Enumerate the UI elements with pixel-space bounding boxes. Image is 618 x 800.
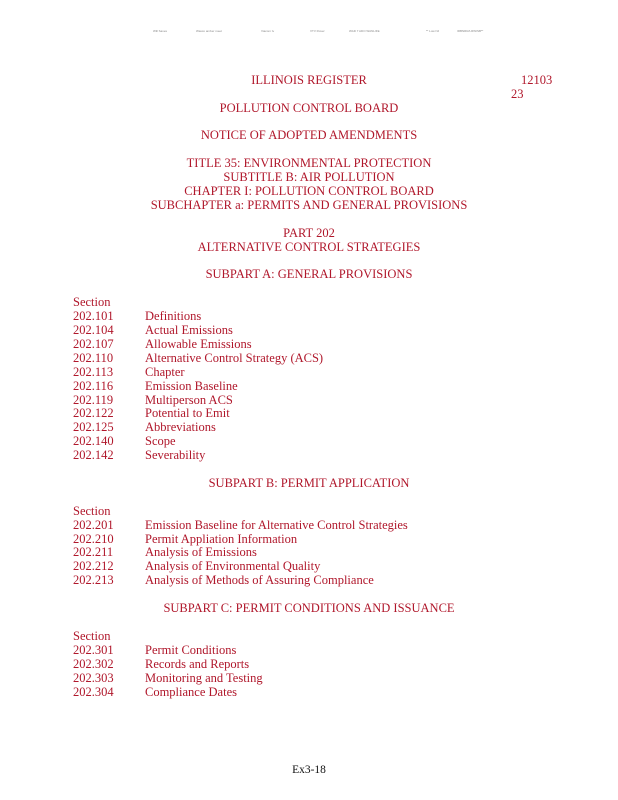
section-number: 202.107 [73, 337, 114, 351]
section-title: Potential to Emit [145, 406, 230, 420]
section-number: 202.301 [73, 643, 114, 657]
section-number: 202.213 [73, 573, 114, 587]
section-title: Allowable Emissions [145, 337, 252, 351]
section-title: Permit Appliation Information [145, 532, 298, 546]
part-name: ALTERNATIVE CONTROL STRATEGIES [197, 240, 421, 254]
agency-heading: POLLUTION CONTROL BOARD [219, 101, 399, 115]
header-strip-item: VTV Rover [310, 29, 325, 33]
header-strip-item: IRBNRRA RWISB** [457, 29, 484, 33]
chapter-heading: CHAPTER I: POLLUTION CONTROL BOARD [184, 184, 434, 198]
section-number: 202.211 [73, 545, 114, 559]
register-page-number: 12103 [521, 73, 553, 87]
section-title: Severability [145, 448, 206, 462]
section-number: 202.302 [73, 657, 114, 671]
section-title: Analysis of Emissions [145, 545, 257, 559]
subpart-heading: SUBPART B: PERMIT APPLICATION [208, 476, 410, 490]
register-title: ILLINOIS REGISTER [251, 73, 367, 87]
part-number: PART 202 [283, 226, 335, 240]
header-strip-item: Wasco amber meet [196, 29, 222, 33]
section-title: Definitions [145, 309, 202, 323]
section-title: Monitoring and Testing [145, 671, 263, 685]
section-number: 202.113 [73, 365, 114, 379]
subtitle-heading: SUBTITLE B: AIR POLLUTION [223, 170, 395, 184]
section-number: 202.125 [73, 420, 114, 434]
section-title: Multiperson ACS [145, 393, 233, 407]
section-label: Section [73, 504, 111, 518]
title-heading: TITLE 35: ENVIRONMENTAL PROTECTION [186, 156, 432, 170]
section-number: 202.303 [73, 671, 114, 685]
section-number: 202.110 [73, 351, 114, 365]
section-title: Analysis of Methods of Assuring Compliance [145, 573, 374, 587]
subchapter-heading: SUBCHAPTER a: PERMITS AND GENERAL PROVISIONS [150, 198, 468, 212]
section-title: Chapter [145, 365, 185, 379]
header-strip-item: ** Low NJ [426, 29, 440, 33]
section-title: Records and Reports [145, 657, 250, 671]
section-title: Alternative Control Strategy (ACS) [145, 351, 324, 365]
section-title: Emission Baseline [145, 379, 238, 393]
section-number: 202.104 [73, 323, 114, 337]
section-number: 202.140 [73, 434, 114, 448]
section-title: Abbreviations [145, 420, 216, 434]
header-strip-item: Will Saves [153, 29, 168, 33]
subpart-heading: SUBPART A: GENERAL PROVISIONS [205, 267, 413, 281]
section-title: Scope [145, 434, 176, 448]
section-label: Section [73, 629, 111, 643]
notice-heading: NOTICE OF ADOPTED AMENDMENTS [200, 128, 418, 142]
section-label: Section [73, 295, 111, 309]
section-number: 202.212 [73, 559, 114, 573]
section-number: 202.116 [73, 379, 114, 393]
section-title: Analysis of Environmental Quality [145, 559, 321, 573]
page-footer: Ex3-18 [292, 764, 326, 776]
section-number: 202.101 [73, 309, 114, 323]
section-number: 202.119 [73, 393, 114, 407]
header-strip-item: WAD 7 ADO WANLIFE [349, 29, 380, 33]
section-title: Compliance Dates [145, 685, 237, 699]
section-title: Actual Emissions [145, 323, 233, 337]
section-number: 202.201 [73, 518, 114, 532]
section-number: 202.122 [73, 406, 114, 420]
header-strip-item: Viacom tv [261, 29, 275, 33]
section-number: 202.142 [73, 448, 114, 462]
section-number: 202.304 [73, 685, 114, 699]
subpart-heading: SUBPART C: PERMIT CONDITIONS AND ISSUANCE [163, 601, 455, 615]
section-number: 202.210 [73, 532, 114, 546]
section-title: Emission Baseline for Alternative Control Strategies [145, 518, 408, 532]
register-page-number-cont: 23 [511, 87, 524, 101]
section-title: Permit Conditions [145, 643, 237, 657]
